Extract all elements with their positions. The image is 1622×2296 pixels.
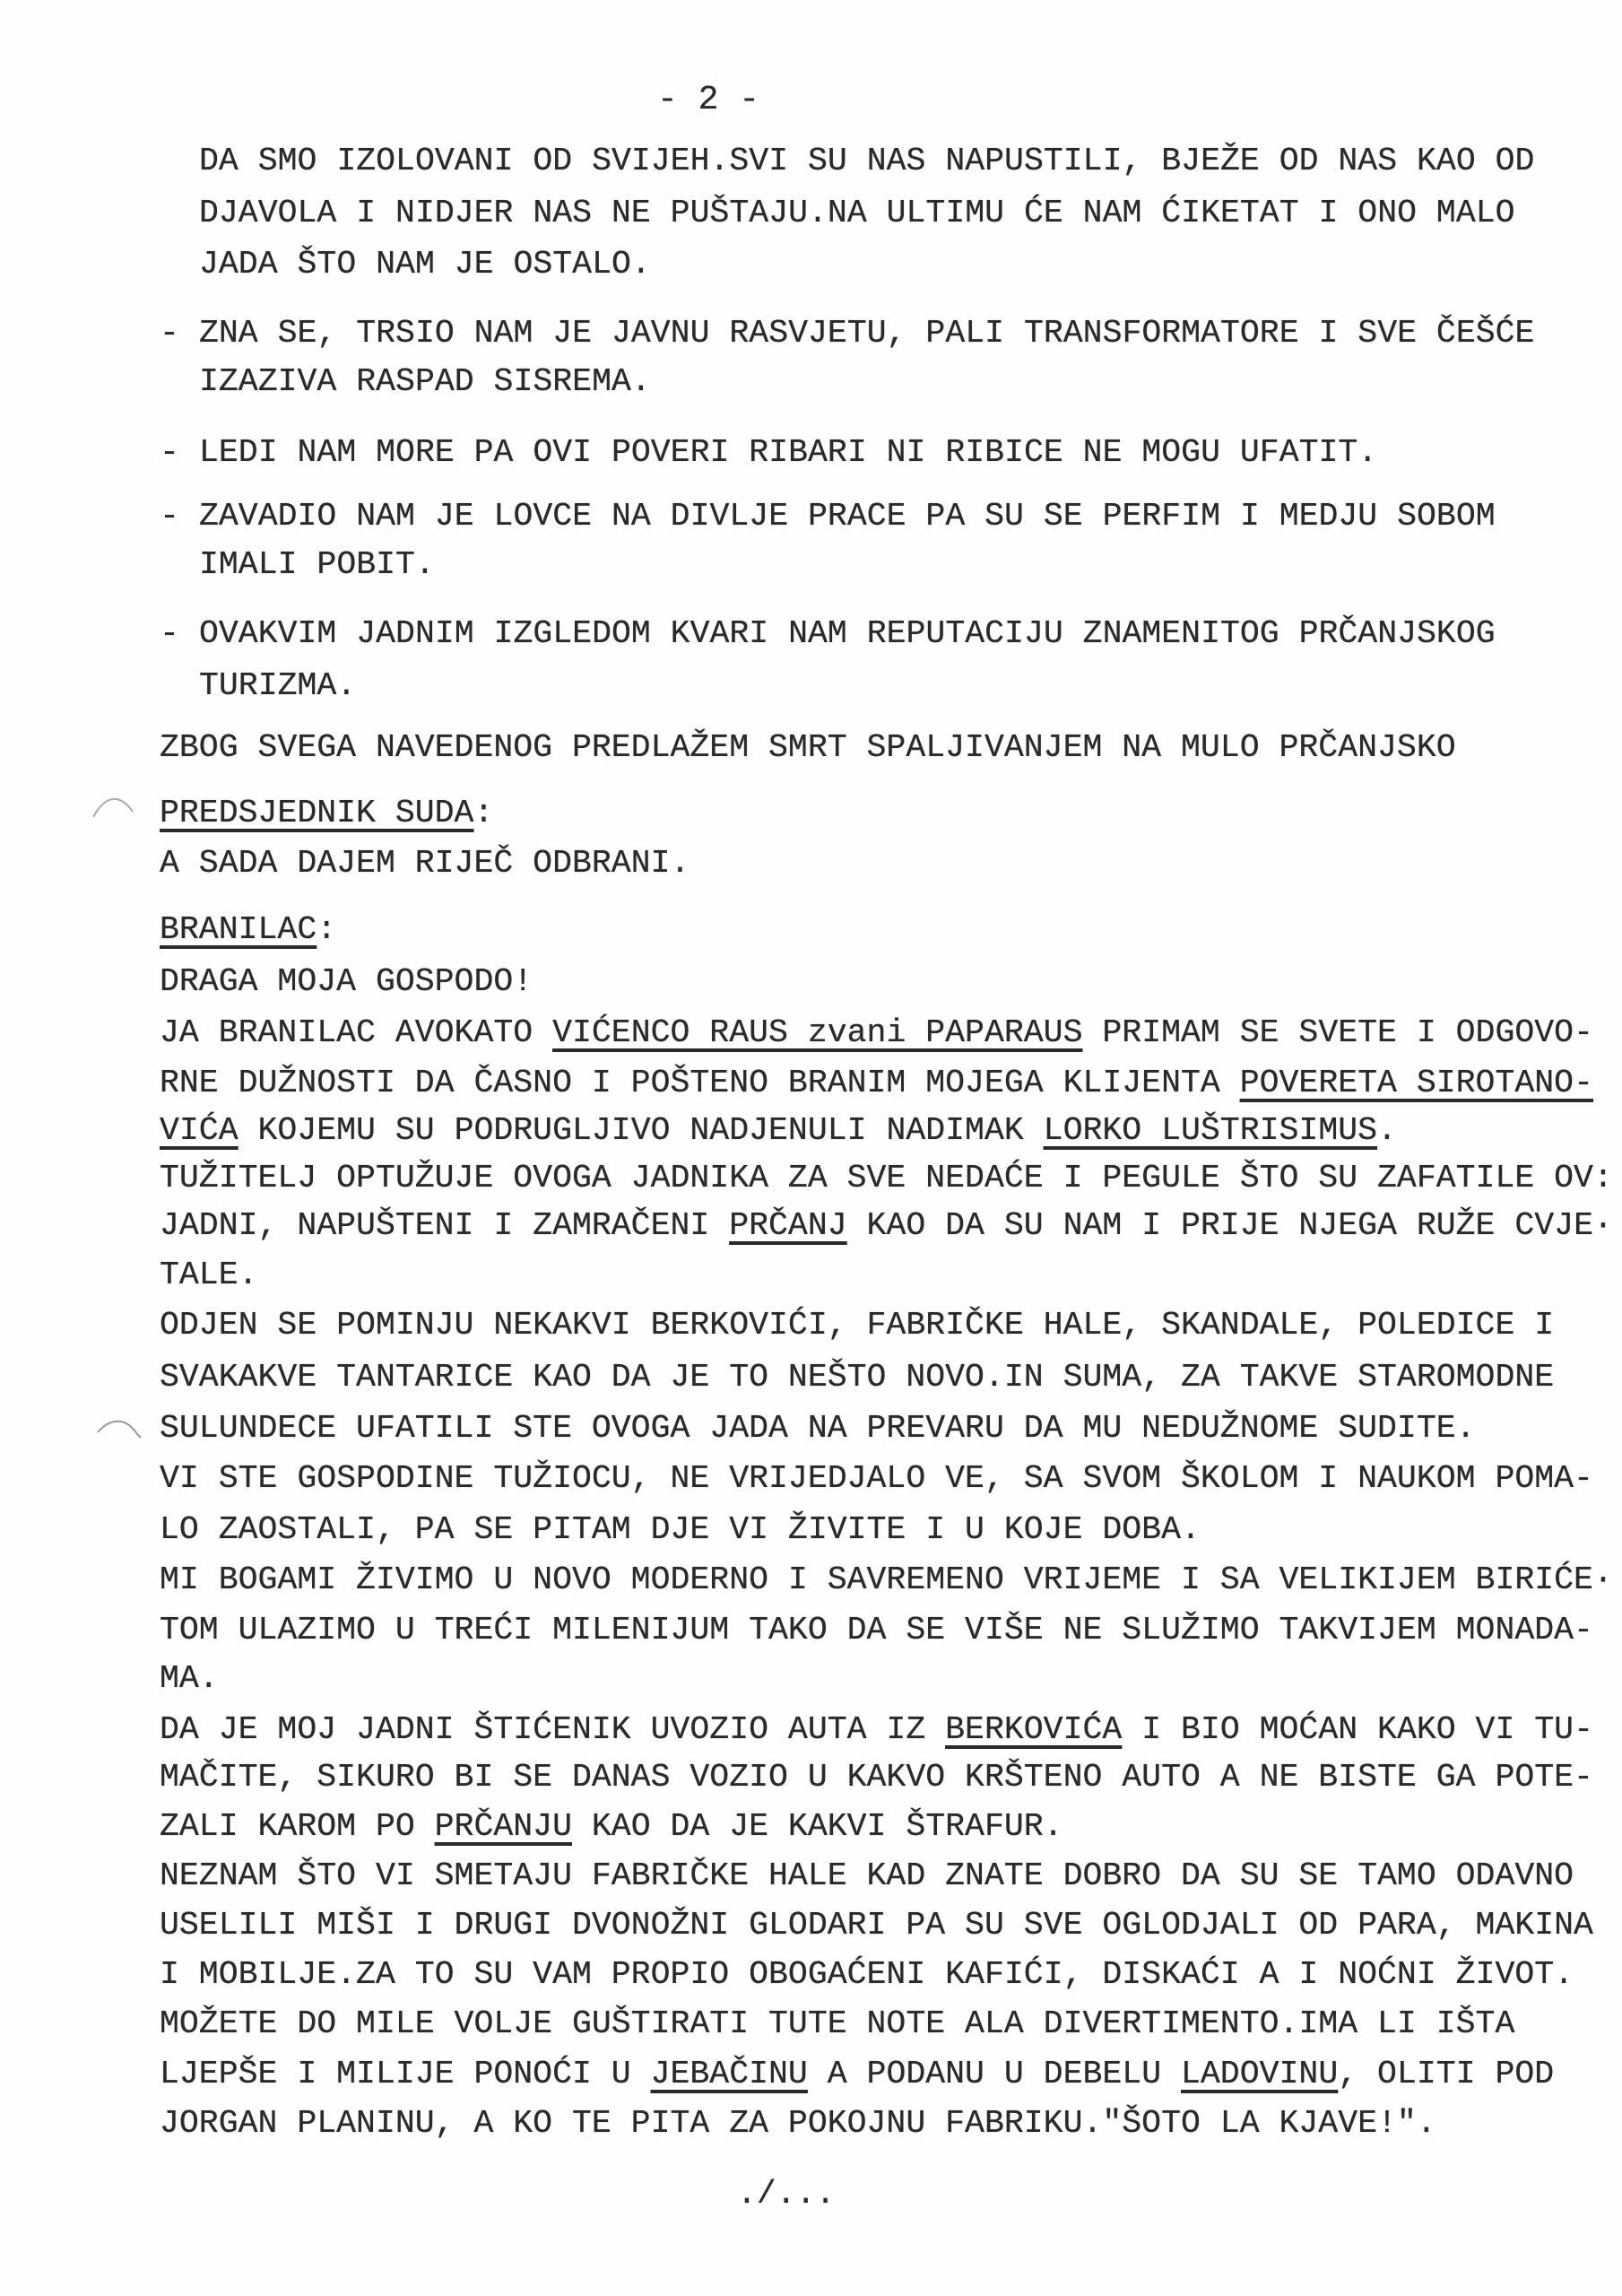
continuation-marker: ./...	[737, 2176, 836, 2213]
text-segment: LJEPŠE I MILIJE PONOĆI U	[160, 2056, 651, 2092]
text-segment: TALE.	[160, 1257, 258, 1293]
text-line	[160, 1206, 1613, 1246]
underlined-text: VIĆENCO RAUS zvani PAPARAUS	[552, 1014, 1083, 1051]
text-segment: :	[317, 911, 337, 948]
bullet-dash: -	[160, 498, 179, 535]
text-segment: MOŽETE DO MILE VOLJE GUŠTIRATI TUTE NOTE ALA DIVERTIMENTO.IMA LI IŠTA	[160, 2005, 1515, 2042]
bullet-dash: -	[160, 315, 179, 352]
text-segment: VI STE GOSPODINE TUŽIOCU, NE VRIJEDJALO VE, SA SVOM ŠKOLOM I NAUKOM POMA-	[160, 1460, 1593, 1497]
text-line	[160, 1611, 1593, 1650]
text-segment: KAO DA JE KAKVI ŠTRAFUR.	[571, 1808, 1063, 1845]
text-line	[160, 910, 336, 950]
text-segment: ZBOG SVEGA NAVEDENOG PREDLAŽEM SMRT SPALJIVANJEM NA MULO PRČANJSKO	[160, 729, 1456, 766]
text-segment: DRAGA MOJA GOSPODO!	[160, 963, 533, 1000]
text-segment: JADA ŠTO NAM JE OSTALO.	[199, 246, 651, 283]
underlined-text: POVERETA SIROTANO-	[1239, 1065, 1593, 1101]
text-line	[160, 1111, 1397, 1151]
underlined-text: LORKO LUŠTRISIMUS	[1043, 1112, 1378, 1149]
margin-pencil-mark	[90, 794, 143, 821]
margin-pencil-mark	[94, 1414, 148, 1441]
text-line	[160, 1857, 1574, 1896]
text-line	[160, 1561, 1613, 1600]
text-line	[160, 1013, 1593, 1053]
text-segment: KAO DA SU NAM I PRIJE NJEGA RUŽE CVJE·	[846, 1207, 1613, 1244]
underlined-text: JEBAČINU	[650, 2056, 808, 2092]
text-segment: I BIO MOĆAN KAKO VI TU-	[1122, 1711, 1593, 1748]
text-line	[160, 1459, 1593, 1499]
text-segment: , OLITI POD	[1338, 2056, 1555, 2092]
text-line	[160, 1306, 1554, 1345]
text-line	[199, 497, 1496, 536]
text-segment: IZAZIVA RASPAD SISREMA.	[199, 363, 651, 400]
text-line	[160, 1159, 1613, 1198]
underlined-text: PRČANJ	[729, 1207, 847, 1244]
text-line	[160, 844, 690, 883]
text-segment: PRIMAM SE SVETE I ODGOVO-	[1082, 1014, 1593, 1051]
text-segment: SVAKAKVE TANTARICE KAO DA JE TO NEŠTO NOVO.IN SUMA, ZA TAKVE STAROMODNE	[160, 1359, 1555, 1396]
text-line	[160, 1510, 1201, 1550]
text-line	[160, 1409, 1476, 1448]
text-segment: TUŽITELJ OPTUŽUJE OVOGA JADNIKA ZA SVE NEDAĆE I PEGULE ŠTO SU ZAFATILE OV:	[160, 1160, 1613, 1196]
text-line	[199, 666, 356, 706]
text-line	[199, 433, 1377, 473]
text-segment: DJAVOLA I NIDJER NAS NE PUŠTAJU.NA ULTIMU ĆE NAM ĆIKETAT I ONO MALO	[199, 195, 1515, 231]
text-line	[199, 614, 1496, 654]
text-segment: IMALI POBIT.	[199, 546, 435, 583]
text-line	[199, 245, 651, 284]
text-line	[160, 2055, 1554, 2094]
text-segment: A SADA DAJEM RIJEČ ODBRANI.	[160, 845, 690, 882]
text-segment: A PODANU U DEBELU	[807, 2056, 1181, 2092]
text-line	[160, 728, 1456, 768]
text-line	[199, 545, 435, 585]
text-segment: ZAVADIO NAM JE LOVCE NA DIVLJE PRACE PA SU SE PERFIM I MEDJU SOBOM	[199, 498, 1496, 535]
text-segment: MA.	[160, 1660, 219, 1697]
text-line	[160, 1758, 1593, 1797]
text-segment: USELILI MIŠI I DRUGI DVONOŽNI GLODARI PA SU SVE OGLODJALI OD PARA, MAKINA	[160, 1907, 1593, 1944]
text-segment: LO ZAOSTALI, PA SE PITAM DJE VI ŽIVITE I U KOJE DOBA.	[160, 1511, 1201, 1548]
text-line	[160, 1358, 1554, 1397]
text-segment: DA JE MOJ JADNI ŠTIĆENIK UVOZIO AUTA IZ	[160, 1711, 946, 1748]
text-segment: TOM ULAZIMO U TREĆI MILENIJUM TAKO DA SE VIŠE NE SLUŽIMO TAKVIJEM MONADA-	[160, 1612, 1593, 1648]
text-line	[199, 142, 1534, 181]
text-segment: JORGAN PLANINU, A KO TE PITA ZA POKOJNU FABRIKU."ŠOTO LA KJAVE!".	[160, 2105, 1436, 2142]
text-segment: MAČITE, SIKURO BI SE DANAS VOZIO U KAKVO KRŠTENO AUTO A NE BISTE GA POTE-	[160, 1759, 1593, 1796]
text-segment: NEZNAM ŠTO VI SMETAJU FABRIČKE HALE KAD ZNATE DOBRO DA SU SE TAMO ODAVNO	[160, 1857, 1574, 1894]
text-segment: ODJEN SE POMINJU NEKAKVI BERKOVIĆI, FABRIČKE HALE, SKANDALE, POLEDICE I	[160, 1307, 1555, 1344]
text-segment: SULUNDECE UFATILI STE OVOGA JADA NA PREVARU DA MU NEDUŽNOME SUDITE.	[160, 1410, 1476, 1447]
text-segment: TURIZMA.	[199, 667, 357, 704]
text-segment: :	[473, 795, 494, 831]
text-segment: LEDI NAM MORE PA OVI POVERI RIBARI NI RIBICE NE MOGU UFATIT.	[199, 434, 1378, 471]
text-line	[160, 1659, 219, 1699]
text-segment: DA SMO IZOLOVANI OD SVIJEH.SVI SU NAS NAPUSTILI, BJEŽE OD NAS KAO OD	[199, 143, 1535, 179]
underlined-text: PREDSJEDNIK SUDA	[160, 795, 474, 831]
text-segment: I MOBILJE.ZA TO SU VAM PROPIO OBOGAĆENI KAFIĆI, DISKAĆI A I NOĆNI ŽIVOT.	[160, 1956, 1574, 1993]
text-line	[160, 2104, 1436, 2144]
text-line	[199, 314, 1534, 353]
text-line	[160, 1710, 1593, 1750]
text-line	[160, 794, 493, 833]
text-line	[160, 1807, 1063, 1847]
text-segment: RNE DUŽNOSTI DA ČASNO I POŠTENO BRANIM MOJEGA KLIJENTA	[160, 1065, 1240, 1101]
text-line	[160, 1906, 1593, 1945]
text-line	[160, 1256, 258, 1295]
text-segment: .	[1377, 1112, 1397, 1149]
underlined-text: VIĆA	[160, 1112, 239, 1149]
text-segment: ZNA SE, TRSIO NAM JE JAVNU RASVJETU, PALI TRANSFORMATORE I SVE ČEŠĆE	[199, 315, 1535, 352]
underlined-text: BERKOVIĆA	[945, 1711, 1123, 1748]
text-segment: OVAKVIM JADNIM IZGLEDOM KVARI NAM REPUTACIJU ZNAMENITOG PRČANJSKOG	[199, 615, 1496, 652]
text-segment: ZALI KAROM PO	[160, 1808, 435, 1845]
bullet-dash: -	[160, 434, 179, 471]
underlined-text: LADOVINU	[1181, 2056, 1339, 2092]
text-segment: KOJEMU SU PODRUGLJIVO NADJENULI NADIMAK	[238, 1112, 1044, 1149]
text-line	[160, 2005, 1514, 2044]
text-line	[160, 962, 533, 1002]
text-line	[199, 362, 651, 402]
text-line	[160, 1955, 1574, 1995]
text-segment: JA BRANILAC AVOKATO	[160, 1014, 553, 1051]
text-segment: JADNI, NAPUŠTENI I ZAMRAČENI	[160, 1207, 730, 1244]
underlined-text: PRČANJU	[434, 1808, 572, 1845]
underlined-text: BRANILAC	[160, 911, 317, 948]
text-line	[199, 194, 1515, 233]
bullet-dash: -	[160, 615, 179, 652]
text-segment: MI BOGAMI ŽIVIMO U NOVO MODERNO I SAVREMENO VRIJEME I SA VELIKIJEM BIRIĆE·	[160, 1561, 1613, 1598]
text-line	[160, 1064, 1593, 1103]
page-number: - 2 -	[657, 81, 760, 119]
